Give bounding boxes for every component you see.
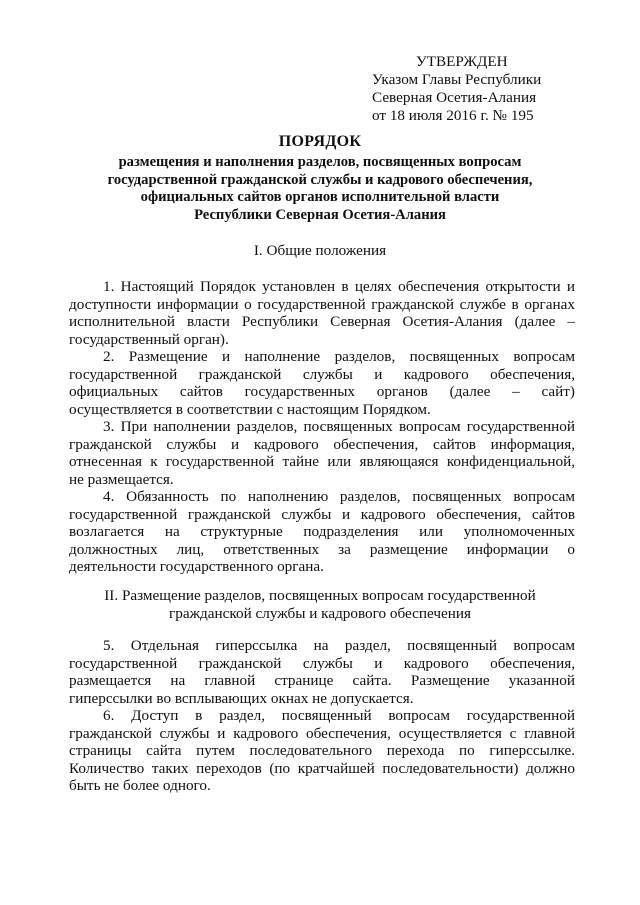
paragraph-line: гражданской службы и кадрового обеспечения, осуществляется с главной — [69, 724, 575, 742]
approval-line: УТВЕРЖДЕН — [416, 53, 508, 70]
section-heading — [60, 587, 580, 623]
paragraph-line: страницы сайта путем последовательного перехода по гиперссылке. — [69, 742, 575, 759]
paragraph-line: государственной гражданской службы и кадрового обеспечения, — [69, 365, 575, 383]
paragraph-line: 4. Обязанность по наполнению разделов, посвященных вопросам — [103, 488, 575, 505]
paragraph — [69, 278, 575, 348]
approval-block — [372, 53, 572, 125]
paragraph-line: гражданской службы и кадрового обеспечения, сайтов информация, — [69, 435, 575, 453]
paragraph-line: не размещается. — [69, 470, 174, 488]
paragraph-line: Количество таких переходов (по кратчайшей последовательности) должно — [69, 759, 575, 777]
section-heading-line: II. Размещение разделов, посвященных вопросам государственной — [104, 587, 536, 604]
paragraph-line: отнесенная к государственной тайне или являющаяся конфиденциальной, — [69, 453, 575, 470]
paragraph-line: осуществляется в соответствии с настоящим Порядком. — [69, 400, 431, 418]
paragraph — [69, 707, 575, 795]
title-main: ПОРЯДОК — [278, 133, 362, 150]
document-title — [60, 132, 580, 224]
title-subtitle-line: размещения и наполнения разделов, посвященных вопросам — [118, 154, 522, 170]
title-subtitle-line: государственной гражданской службы и кадрового обеспечения, — [107, 171, 533, 188]
paragraph-line: гиперссылки во всплывающих окнах не допускается. — [69, 689, 414, 707]
paragraph-line: 2. Размещение и наполнение разделов, посвященных вопросам — [103, 348, 575, 365]
approval-line: от 18 июля 2016 г. № 195 — [372, 107, 534, 124]
paragraph — [69, 348, 575, 418]
paragraph-line: быть не более одного. — [69, 777, 211, 794]
approval-line: Указом Главы Республики — [372, 71, 542, 88]
section-heading: I. Общие положения — [253, 242, 387, 259]
paragraph-line: деятельности государственного органа. — [69, 558, 324, 575]
paragraph-line: возлагается на структурные подразделения или уполномоченных — [69, 523, 575, 540]
title-subtitle-line: Республики Северная Осетия-Алания — [194, 206, 446, 223]
section-heading-line: гражданской службы и кадрового обеспечения — [169, 605, 471, 622]
paragraph-line: 1. Настоящий Порядок установлен в целях обеспечения открытости и — [103, 278, 575, 295]
paragraph-line: размещается на главной странице сайта. Размещение указанной — [69, 672, 575, 689]
paragraph — [69, 488, 575, 576]
paragraph — [69, 637, 575, 707]
paragraph-line: государственный орган). — [69, 330, 229, 348]
paragraph-line: 5. Отдельная гиперссылка на раздел, посвященный вопросам — [103, 637, 575, 654]
title-subtitle-line: официальных сайтов органов исполнительной власти — [140, 189, 500, 205]
paragraph-line: должностных лиц, ответственных за размещение информации о — [69, 540, 575, 558]
paragraph-line: официальных сайтов государственных органов (далее – сайт) — [69, 383, 575, 400]
paragraph-line: государственной гражданской службы и кадрового обеспечения, — [69, 654, 575, 672]
paragraph-line: 3. При наполнении разделов, посвященных вопросам государственной — [103, 418, 575, 435]
paragraph — [69, 418, 575, 488]
paragraph-line: государственной гражданской службы и кадрового обеспечения, сайтов — [69, 505, 575, 523]
paragraph-line: 6. Доступ в раздел, посвященный вопросам государственной — [103, 707, 575, 724]
paragraph-line: доступности информации о государственной гражданской службе в органах — [69, 295, 575, 313]
paragraph-line: исполнительной власти Республики Северная Осетия-Алания (далее – — [69, 313, 575, 330]
approval-line: Северная Осетия-Алания — [372, 89, 537, 106]
